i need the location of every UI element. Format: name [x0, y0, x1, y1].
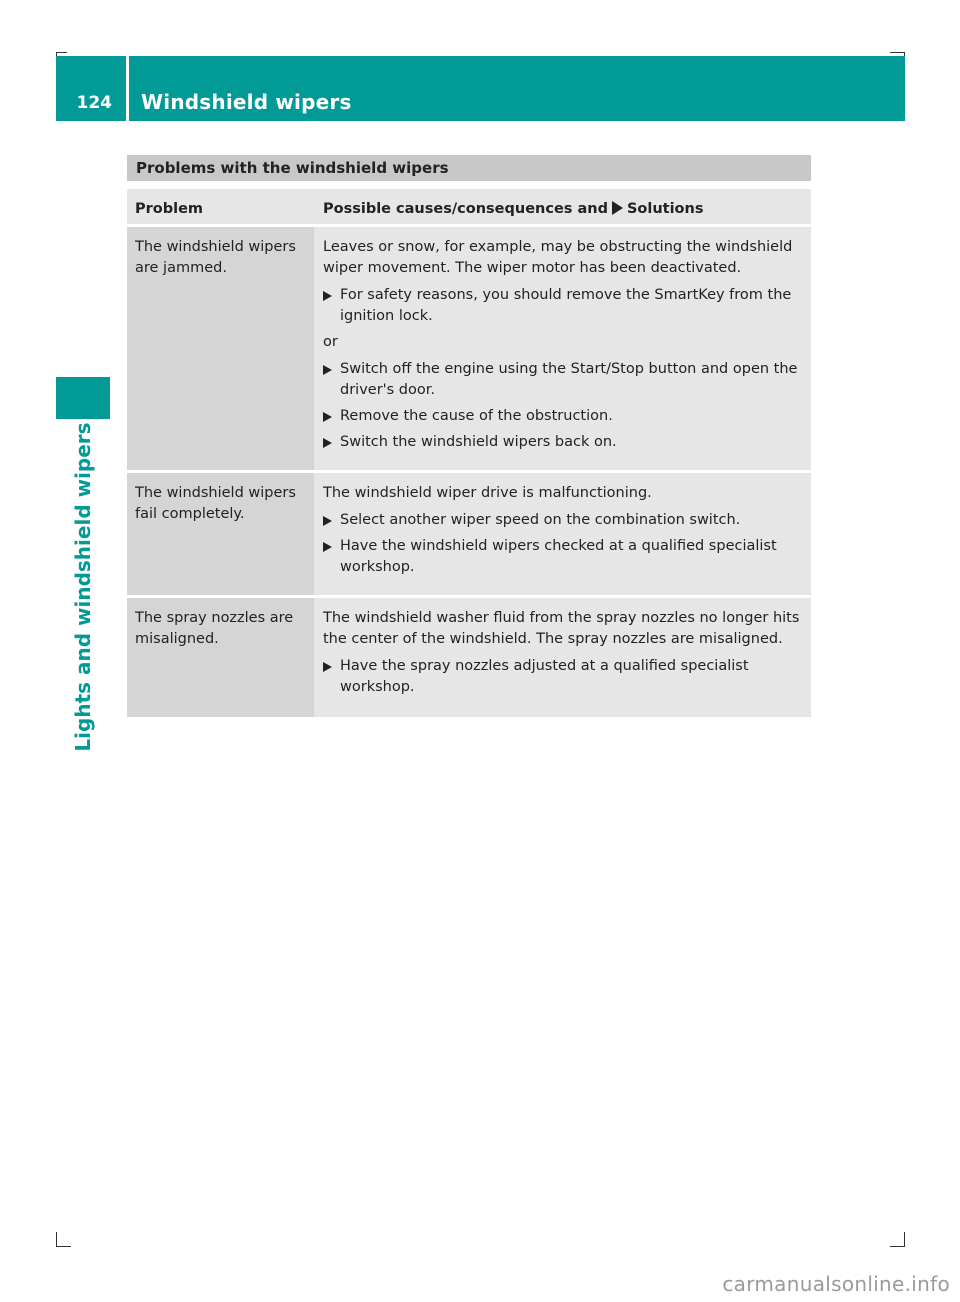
problems-table: [127, 155, 811, 720]
solution-step-text: For safety reasons, you should remove the SmartKey from the ignition lock.: [340, 287, 792, 324]
solution-step: [323, 656, 807, 698]
table-row: [127, 227, 811, 473]
problem-cell: The windshield wipers fail completely.: [127, 473, 314, 595]
triangle-right-icon: [323, 516, 332, 526]
solution-step-text: Switch off the engine using the Start/Stop button and open the driver's door.: [340, 361, 798, 398]
solution-cell: [314, 227, 811, 470]
solution-step: [323, 359, 807, 401]
solution-cell: [314, 598, 811, 717]
solution-step-text: Remove the cause of the obstruction.: [340, 408, 613, 424]
solution-step: [323, 285, 807, 327]
triangle-right-icon: [323, 438, 332, 448]
side-tab-marker: [56, 377, 110, 419]
solution-step: [323, 510, 807, 531]
watermark-link[interactable]: carmanualsonline.info: [722, 1272, 950, 1296]
table-header-row: [127, 189, 811, 227]
crop-mark-bottom-left: [56, 1232, 71, 1247]
cause-text: Leaves or snow, for example, may be obstructing the windshield wiper movement. The wiper motor has been deactivated.: [323, 239, 793, 276]
column-header-solutions: [314, 189, 811, 224]
page-number: 124: [76, 93, 112, 113]
solution-step-text: Have the spray nozzles adjusted at a qualified specialist workshop.: [340, 658, 749, 695]
action-arrow-icon: [612, 201, 623, 215]
triangle-right-icon: [323, 542, 332, 552]
solution-step-text: Switch the windshield wipers back on.: [340, 434, 617, 450]
page-header: [56, 56, 905, 121]
cause-text: The windshield washer fluid from the spray nozzles no longer hits the center of the windshield. The spray nozzles are misaligned.: [323, 610, 800, 647]
solution-step: [323, 536, 807, 578]
header-divider: [126, 56, 129, 121]
triangle-right-icon: [323, 365, 332, 375]
triangle-right-icon: [323, 662, 332, 672]
table-title: Problems with the windshield wipers: [127, 155, 811, 181]
solution-step-text: Have the windshield wipers checked at a qualified specialist workshop.: [340, 538, 777, 575]
crop-mark-bottom-right: [890, 1232, 905, 1247]
or-text: or: [323, 334, 338, 350]
solution-step: [323, 406, 807, 427]
table-row: [127, 598, 811, 720]
problem-cell: The windshield wipers are jammed.: [127, 227, 314, 470]
column-header-problem: Problem: [127, 189, 314, 224]
solution-cell: [314, 473, 811, 595]
column-header-solutions-prefix: Possible causes/consequences and: [323, 201, 608, 217]
problem-cell: The spray nozzles are misaligned.: [127, 598, 314, 717]
solution-step-text: Select another wiper speed on the combination switch.: [340, 512, 741, 528]
triangle-right-icon: [323, 291, 332, 301]
side-tab-label: Lights and windshield wipers: [71, 422, 95, 752]
table-row: [127, 473, 811, 598]
solution-step: [323, 432, 807, 453]
triangle-right-icon: [323, 412, 332, 422]
section-title: Windshield wipers: [141, 90, 352, 114]
cause-text: The windshield wiper drive is malfunctioning.: [323, 485, 652, 501]
column-header-solutions-suffix: Solutions: [626, 201, 704, 217]
